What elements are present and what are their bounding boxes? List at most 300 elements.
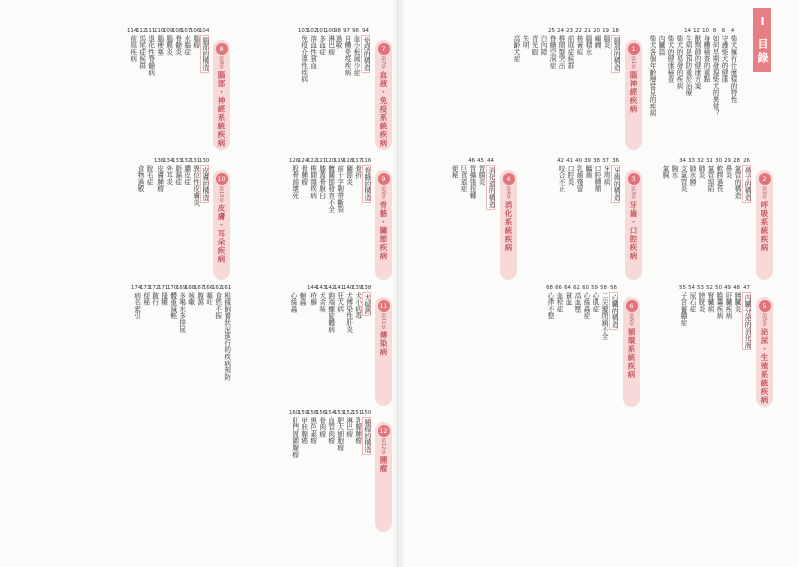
entry-title: 消化道的構造 <box>487 167 495 208</box>
toc-entry[interactable] <box>715 285 722 319</box>
entry-title: 白內障 <box>539 35 547 56</box>
chapter-title: 腦神經疾病 <box>629 71 638 114</box>
entry-title: 脫毛症 <box>145 165 153 186</box>
toc-entry[interactable] <box>648 28 655 117</box>
toc-entry[interactable] <box>593 158 600 192</box>
entry-title: 腦積水 <box>584 35 592 56</box>
toc-entry[interactable] <box>325 28 335 55</box>
entry-title: 子宮蓄膿症 <box>679 292 687 326</box>
page-number: 47 <box>743 285 750 291</box>
toc-entry[interactable] <box>334 158 344 213</box>
page-number: 94 <box>362 28 369 34</box>
entry-title: 核黃疸 <box>575 35 583 56</box>
page-number: 37 <box>602 158 609 164</box>
toc-entry[interactable] <box>145 158 152 185</box>
toc-entry[interactable] <box>361 28 370 73</box>
entry-title: 多喝水多排尿 <box>177 292 186 333</box>
toc-entry[interactable] <box>584 28 591 55</box>
entry-title: 鼻炎 <box>724 165 732 179</box>
chapter-title-pill[interactable] <box>375 297 392 406</box>
page-number: 170 <box>167 285 178 291</box>
entry-title: 退化性脊髓病 <box>146 35 155 76</box>
toc-entry[interactable] <box>352 158 362 179</box>
entry-title: 前庭疾病 <box>128 35 137 63</box>
chapter-title-pill[interactable] <box>213 170 230 280</box>
entry-title: 骨肉瘤 <box>317 417 326 438</box>
section-chapter-4 <box>445 158 517 298</box>
entry-title: 腦炎 <box>602 35 610 49</box>
toc-entry[interactable] <box>733 285 740 312</box>
toc-entry[interactable] <box>564 285 571 306</box>
page-number: 58 <box>600 285 607 291</box>
entry-title: 膀胱炎 <box>697 292 705 313</box>
page-number: 4 <box>730 28 735 34</box>
toc-entry[interactable] <box>316 410 326 437</box>
entry-title: 柴犬各個年齡層常見的疾病 <box>648 35 656 117</box>
entry-title: 椎間盤疾病 <box>308 165 317 199</box>
toc-entry[interactable] <box>289 285 296 312</box>
page-number: 167 <box>194 285 205 291</box>
toc-entry[interactable] <box>352 28 359 76</box>
toc-entry[interactable] <box>298 285 305 306</box>
toc-entry[interactable] <box>468 158 475 199</box>
toc-entry[interactable] <box>289 158 299 199</box>
page-number: 31 <box>706 158 713 164</box>
toc-entry[interactable] <box>298 410 308 444</box>
page-number: 6 <box>721 28 726 34</box>
entry-title: 腦梗塞 <box>155 35 164 56</box>
page-number: 40 <box>575 158 582 164</box>
page-number: 102 <box>307 28 318 34</box>
toc-entry[interactable] <box>729 28 736 103</box>
entry-title: 血栓症 <box>555 292 563 313</box>
page-number: 19 <box>602 28 609 34</box>
entry-title: 尿石症 <box>688 292 696 313</box>
toc-entry[interactable] <box>352 410 362 444</box>
entry-title: 膽囊疾病 <box>715 292 723 320</box>
page-number: 42 <box>557 158 564 164</box>
toc-entry[interactable] <box>343 410 353 437</box>
toc-entry[interactable] <box>555 285 562 312</box>
toc-entry[interactable] <box>136 158 143 192</box>
page-number: 141 <box>334 285 345 291</box>
toc-entry[interactable] <box>724 158 731 179</box>
toc-entry[interactable] <box>546 285 553 319</box>
page-number: 96 <box>352 28 359 34</box>
toc-entry[interactable] <box>203 285 213 306</box>
page-number: 23 <box>566 28 573 34</box>
toc-entry[interactable] <box>697 158 704 179</box>
entry-title: 肛門周圍腺瘤 <box>290 417 299 458</box>
page-number: 33 <box>688 158 695 164</box>
entry-title: 狂犬病 <box>335 292 344 313</box>
page-number: 171 <box>158 285 169 291</box>
page-number: 21 <box>584 28 591 34</box>
toc-entry[interactable] <box>573 285 580 312</box>
chapter-label: 第6章 <box>628 313 634 327</box>
entry-title: 骨腫瘤 <box>299 165 308 186</box>
toc-entry[interactable] <box>611 28 620 73</box>
toc-entry[interactable] <box>176 285 186 333</box>
chapter-label: 第3章 <box>630 186 636 200</box>
toc-entry[interactable] <box>711 28 718 117</box>
page-number: 26 <box>743 158 750 164</box>
chapter-title-pill[interactable] <box>375 40 392 150</box>
toc-entry[interactable] <box>724 285 731 319</box>
toc-entry[interactable] <box>145 28 155 76</box>
toc-entry[interactable] <box>199 158 209 203</box>
toc-entry[interactable] <box>163 158 173 185</box>
entry-title: 跛行 <box>150 292 159 306</box>
toc-entry[interactable] <box>154 158 164 192</box>
toc-entry[interactable] <box>316 158 326 199</box>
page-number: 126 <box>289 158 300 164</box>
toc-entry[interactable] <box>316 285 326 312</box>
entry-title: 柴犬的易發的疾病 <box>675 35 683 90</box>
toc-entry[interactable] <box>742 285 751 350</box>
chapter-title-pill[interactable] <box>375 422 392 532</box>
toc-entry[interactable] <box>136 28 146 69</box>
chapter-title-pill[interactable] <box>756 170 773 280</box>
toc-entry[interactable] <box>190 28 200 49</box>
page-number: 110 <box>154 28 165 34</box>
page-number: 66 <box>555 285 562 291</box>
page-number: 98 <box>334 28 341 34</box>
page-number: 59 <box>591 285 598 291</box>
page-number: 132 <box>181 158 192 164</box>
page-number: 121 <box>316 158 327 164</box>
entry-title: 多血症 <box>317 35 326 56</box>
chapter-label: 第8章 <box>218 56 224 70</box>
page-number: 32 <box>697 158 704 164</box>
page-number: 52 <box>706 285 713 291</box>
entry-title: 胃擴張扭轉 <box>468 165 476 199</box>
toc-entry[interactable] <box>361 285 371 316</box>
entry-title: 腎臟病 <box>706 292 714 313</box>
toc-entry[interactable] <box>307 285 317 306</box>
entry-title: 嘔吐 <box>204 292 213 306</box>
toc-entry[interactable] <box>343 158 353 185</box>
toc-entry[interactable] <box>657 28 664 55</box>
toc-entry[interactable] <box>666 28 673 83</box>
chapter-title: 腫瘤 <box>379 456 388 474</box>
page-number: 12 <box>693 28 700 34</box>
toc-entry[interactable] <box>307 410 317 444</box>
chapter-title-pill[interactable] <box>375 170 392 280</box>
chapter-number-badge: 4 <box>503 173 515 185</box>
entry-title: 犬小病毒 <box>353 292 362 320</box>
toc-entry[interactable] <box>584 158 591 179</box>
toc-entry[interactable] <box>512 28 519 62</box>
entry-title: 免疫的構造 <box>362 37 370 71</box>
entry-title: 水腦症 <box>182 35 191 56</box>
page-number: 24 <box>557 28 564 34</box>
section-chapter-5 <box>648 285 773 555</box>
toc-entry[interactable] <box>459 158 466 192</box>
chapter-number-badge: 11 <box>379 302 388 310</box>
page-number: 97 <box>343 28 350 34</box>
toc-entry[interactable] <box>609 285 618 330</box>
toc-entry[interactable] <box>149 285 159 306</box>
chapter-number-badge: 1 <box>628 43 640 55</box>
entry-title: 腦部的構造 <box>612 37 620 71</box>
page-number: 34 <box>679 158 686 164</box>
toc-entry[interactable] <box>697 285 704 312</box>
entry-title: 胰臟炎 <box>733 292 741 313</box>
entry-title: 肝臟疾病 <box>724 292 732 320</box>
entry-title: 癲癇 <box>593 35 601 49</box>
page-number: 48 <box>733 285 740 291</box>
page-number: 134 <box>163 158 174 164</box>
chapter-title: 皮膚・耳朵疾病 <box>217 204 226 264</box>
entry-title: 心絲蟲症 <box>582 292 590 320</box>
toc-entry[interactable] <box>661 158 668 179</box>
entry-title: 咬合不正 <box>557 165 565 193</box>
page-number: 109 <box>163 28 174 34</box>
toc-entry[interactable] <box>352 285 362 319</box>
toc-entry[interactable] <box>688 158 695 185</box>
toc-entry[interactable] <box>185 285 195 306</box>
toc-entry[interactable] <box>582 285 589 319</box>
toc-entry[interactable] <box>688 285 695 312</box>
section-chapter-2 <box>648 158 773 298</box>
toc-entry[interactable] <box>575 158 582 192</box>
entry-title: 肺炎 <box>697 165 705 179</box>
page-number: 120 <box>325 158 336 164</box>
chapter-label: 第10章 <box>218 186 224 203</box>
chapter-title-pill[interactable] <box>625 40 642 150</box>
toc-entry[interactable] <box>679 285 686 326</box>
toc-entry[interactable] <box>325 285 335 333</box>
entry-title: 犬傳染性肝炎 <box>344 292 353 333</box>
page-number: 54 <box>688 285 695 291</box>
entry-title: 高血壓 <box>573 292 581 313</box>
toc-entry[interactable] <box>566 28 573 69</box>
page-number: 166 <box>203 285 214 291</box>
toc-entry[interactable] <box>158 285 168 306</box>
page-number: 150 <box>361 410 372 416</box>
toc-entry[interactable] <box>163 28 173 55</box>
entry-title: 肥大細胞瘤 <box>335 417 344 451</box>
entry-title: 身體檢查的重點 <box>702 35 710 83</box>
toc-entry[interactable] <box>361 410 371 455</box>
toc-entry[interactable] <box>343 28 350 76</box>
toc-entry[interactable] <box>715 158 722 192</box>
chapter-label: 第7章 <box>380 56 386 70</box>
toc-entry[interactable] <box>602 28 609 49</box>
entry-title: 腦膜炎 <box>164 35 173 56</box>
page-number: 104 <box>199 28 210 34</box>
page-number: 49 <box>724 285 731 291</box>
entry-title: 乳腺腫瘤 <box>353 417 362 445</box>
chapter-number-badge: 6 <box>626 300 638 312</box>
page-number: 68 <box>546 285 553 291</box>
toc-entry[interactable] <box>684 28 691 96</box>
toc-entry[interactable] <box>307 158 317 199</box>
entry-title: 柴犬擁有什麼樣的特性 <box>729 35 737 103</box>
toc-entry[interactable] <box>706 285 713 312</box>
toc-entry[interactable] <box>343 285 353 333</box>
toc-entry[interactable] <box>702 28 709 83</box>
chapter-title-pill[interactable] <box>756 297 773 407</box>
entry-title: 失明 <box>521 35 529 49</box>
toc-entry[interactable] <box>334 410 344 451</box>
chapter-title-pill[interactable] <box>625 170 642 280</box>
page-number: 172 <box>149 285 160 291</box>
toc-entry[interactable] <box>521 28 528 49</box>
entry-title: 氣胸 <box>661 165 669 179</box>
toc-entry[interactable] <box>212 285 222 319</box>
toc-entry[interactable] <box>742 158 751 203</box>
toc-entry[interactable] <box>591 285 598 312</box>
page-number: 118 <box>343 158 354 164</box>
toc-entry[interactable] <box>575 28 582 55</box>
page-number: 45 <box>477 158 484 164</box>
entry-title: 柴犬的健康檢查 <box>666 35 674 83</box>
chapter-title: 消化系統疾病 <box>504 201 513 253</box>
toc-entry[interactable] <box>477 158 484 185</box>
toc-entry[interactable] <box>221 285 231 380</box>
entry-title: 支氣管炎 <box>679 165 687 193</box>
toc-entry[interactable] <box>530 28 537 55</box>
section-chapter-10 <box>55 158 230 298</box>
toc-entry[interactable] <box>199 28 209 73</box>
entry-title: 如何早期發現柴犬的異常？ <box>711 35 719 117</box>
toc-entry[interactable] <box>593 28 600 49</box>
page-number: 38 <box>593 158 600 164</box>
toc-entry[interactable] <box>298 158 308 185</box>
toc-entry[interactable] <box>316 28 326 55</box>
toc-entry[interactable] <box>600 285 607 340</box>
page-number: 103 <box>298 28 309 34</box>
toc-entry[interactable] <box>194 285 204 306</box>
toc-entry[interactable] <box>131 285 141 319</box>
chapter-title: 腦部・神經系統疾病 <box>217 71 226 148</box>
chapter-number-badge: 12 <box>379 427 388 435</box>
page-number: 158 <box>307 410 318 416</box>
chapter-title-pill[interactable] <box>500 170 517 280</box>
entry-title: 馬尾症候群 <box>137 35 146 69</box>
chapter-title-pill[interactable] <box>623 297 640 407</box>
toc-entry[interactable] <box>181 28 191 55</box>
toc-entry[interactable] <box>334 285 344 312</box>
toc-entry[interactable] <box>361 158 371 203</box>
chapter-title: 骨骼・關節疾病 <box>379 201 388 261</box>
entry-title: 心律不整 <box>546 292 554 320</box>
toc-entry[interactable] <box>566 158 573 185</box>
toc-entry[interactable] <box>548 28 555 69</box>
toc-entry[interactable] <box>167 285 177 319</box>
toc-entry[interactable] <box>706 158 713 192</box>
page-number: 139 <box>352 285 363 291</box>
toc-entry[interactable] <box>720 28 727 83</box>
toc-entry[interactable] <box>675 28 682 89</box>
page-number: 131 <box>190 158 201 164</box>
page-number: 55 <box>679 285 686 291</box>
toc-entry[interactable] <box>557 28 564 69</box>
page-number: 144 <box>307 285 318 291</box>
chapter-number-badge: 2 <box>759 173 771 185</box>
toc-entry[interactable] <box>693 28 700 89</box>
toc-entry[interactable] <box>486 158 495 210</box>
chapter-title-pill[interactable] <box>213 40 230 150</box>
entry-title: 淋巴瘤 <box>344 417 353 438</box>
entry-title: 齲齒 <box>584 165 592 179</box>
entry-title: 皮膚腫瘤 <box>155 165 164 193</box>
page-number: 133 <box>172 158 183 164</box>
page-number: 117 <box>352 158 363 164</box>
page-number: 143 <box>316 285 327 291</box>
page-number: 124 <box>298 158 309 164</box>
toc-entry[interactable] <box>154 28 164 55</box>
page-number: 56 <box>610 285 617 291</box>
toc-entry[interactable] <box>172 158 182 185</box>
toc-entry[interactable] <box>298 28 308 83</box>
page-number: 44 <box>487 158 494 164</box>
entry-title: 腦部的構造 <box>200 37 209 71</box>
entry-title: 黑色素瘤 <box>308 417 317 445</box>
toc-entry[interactable] <box>140 285 150 306</box>
toc-entry[interactable] <box>325 410 335 444</box>
page-number: 29 <box>724 158 731 164</box>
page-number: 116 <box>361 158 372 164</box>
page-number: 174 <box>131 285 142 291</box>
entry-title: 脊髓空洞症 <box>548 35 556 69</box>
entry-title: 肺水腫 <box>688 165 696 186</box>
entry-title: 心臟的構造 <box>610 294 618 328</box>
entry-title: 犬舍咳 <box>317 292 326 313</box>
entry-title: 高齡犬症 <box>512 35 520 63</box>
entry-title: 牙周病 <box>602 165 610 186</box>
toc-entry[interactable] <box>557 158 564 192</box>
toc-entry[interactable] <box>539 28 546 55</box>
entry-title: 內臟分泌的消化液 <box>743 294 751 349</box>
toc-entry[interactable] <box>307 28 317 69</box>
entry-title: 二尖瓣閉鎖不全 <box>600 292 608 340</box>
toc-entry[interactable] <box>611 158 620 203</box>
chapter-number-badge: 9 <box>378 173 390 185</box>
toc-entry[interactable] <box>733 158 740 199</box>
entry-title: 股骨頭壞死 <box>290 165 299 199</box>
entry-title: 體重減輕 <box>168 292 177 320</box>
chapter-number-badge: 5 <box>759 300 771 312</box>
toc-entry[interactable] <box>450 158 457 179</box>
chapter-number-badge: 8 <box>216 43 228 55</box>
toc-entry[interactable] <box>670 158 677 179</box>
chapter-label: 第9章 <box>380 186 386 200</box>
toc-entry[interactable] <box>679 158 686 192</box>
entry-title: 便秘 <box>450 165 458 179</box>
entry-title: 異位性皮膚炎 <box>191 165 200 206</box>
entry-title: 膝蓋骨脫臼 <box>317 165 326 199</box>
page-number: 119 <box>334 158 345 164</box>
page-number: 18 <box>612 28 619 34</box>
toc-entry[interactable] <box>602 158 609 185</box>
entry-title: 乳齒殘留 <box>575 165 583 193</box>
toc-entry[interactable] <box>325 158 335 213</box>
page-number: 151 <box>352 410 363 416</box>
entry-title: 口腔腫瘤 <box>593 165 601 193</box>
page-number: 53 <box>697 285 704 291</box>
toc-entry[interactable] <box>190 158 200 206</box>
toc-entry[interactable] <box>172 28 182 55</box>
chapter-title: 傳染病 <box>379 331 388 357</box>
entry-title: 膿皮症 <box>182 165 191 186</box>
toc-entry[interactable] <box>181 158 191 185</box>
toc-entry[interactable] <box>289 410 299 458</box>
page-number: 138 <box>361 285 372 291</box>
toc-entry[interactable] <box>127 28 137 62</box>
